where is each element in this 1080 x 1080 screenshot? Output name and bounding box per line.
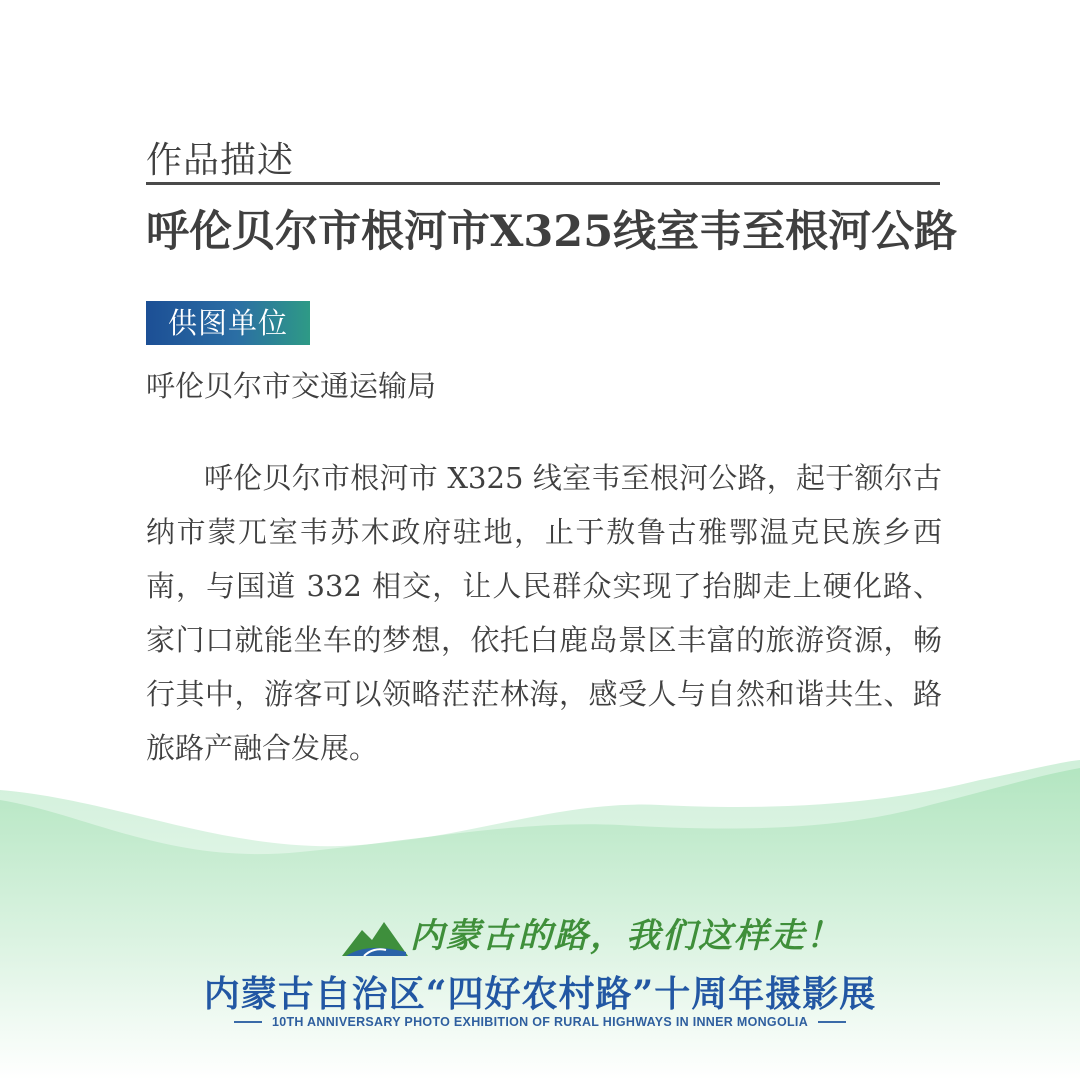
subtitle-line-left: [234, 1021, 262, 1023]
exhibition-title: 内蒙古自治区“四好农村路”十周年摄影展: [203, 973, 877, 1015]
description-text: 呼伦贝尔市根河市 X325 线室韦至根河公路，起于额尔古纳市蒙兀室韦苏木政府驻地，止于敖鲁古雅鄂温克民族乡西南，与国道 332 相交，让人民群众实现了抬脚走上硬化路、家门口就能坐车的梦想，依托白鹿岛景区丰富的旅游资源，畅行其中，游客可以领略茫茫林海，感受人与自然和谐共生、路旅路产融合发展。: [146, 461, 942, 765]
provider-name: 呼伦贝尔市交通运输局: [146, 369, 437, 403]
slogan-text: 内蒙古的路，我们这样走！: [410, 916, 842, 956]
exhibition-subtitle-row: [0, 1015, 1080, 1029]
exhibition-subtitle: 10TH ANNIVERSARY PHOTO EXHIBITION OF RURAL HIGHWAYS IN INNER MONGOLIA: [271, 1015, 809, 1029]
section-label: 作品描述: [146, 140, 295, 181]
provider-badge: 供图单位: [146, 301, 310, 345]
mountain-road-logo-icon: [340, 916, 410, 960]
work-title: 呼伦贝尔市根河市X325线室韦至根河公路: [146, 207, 958, 257]
title-divider: [146, 182, 940, 185]
subtitle-line-right: [818, 1021, 846, 1023]
